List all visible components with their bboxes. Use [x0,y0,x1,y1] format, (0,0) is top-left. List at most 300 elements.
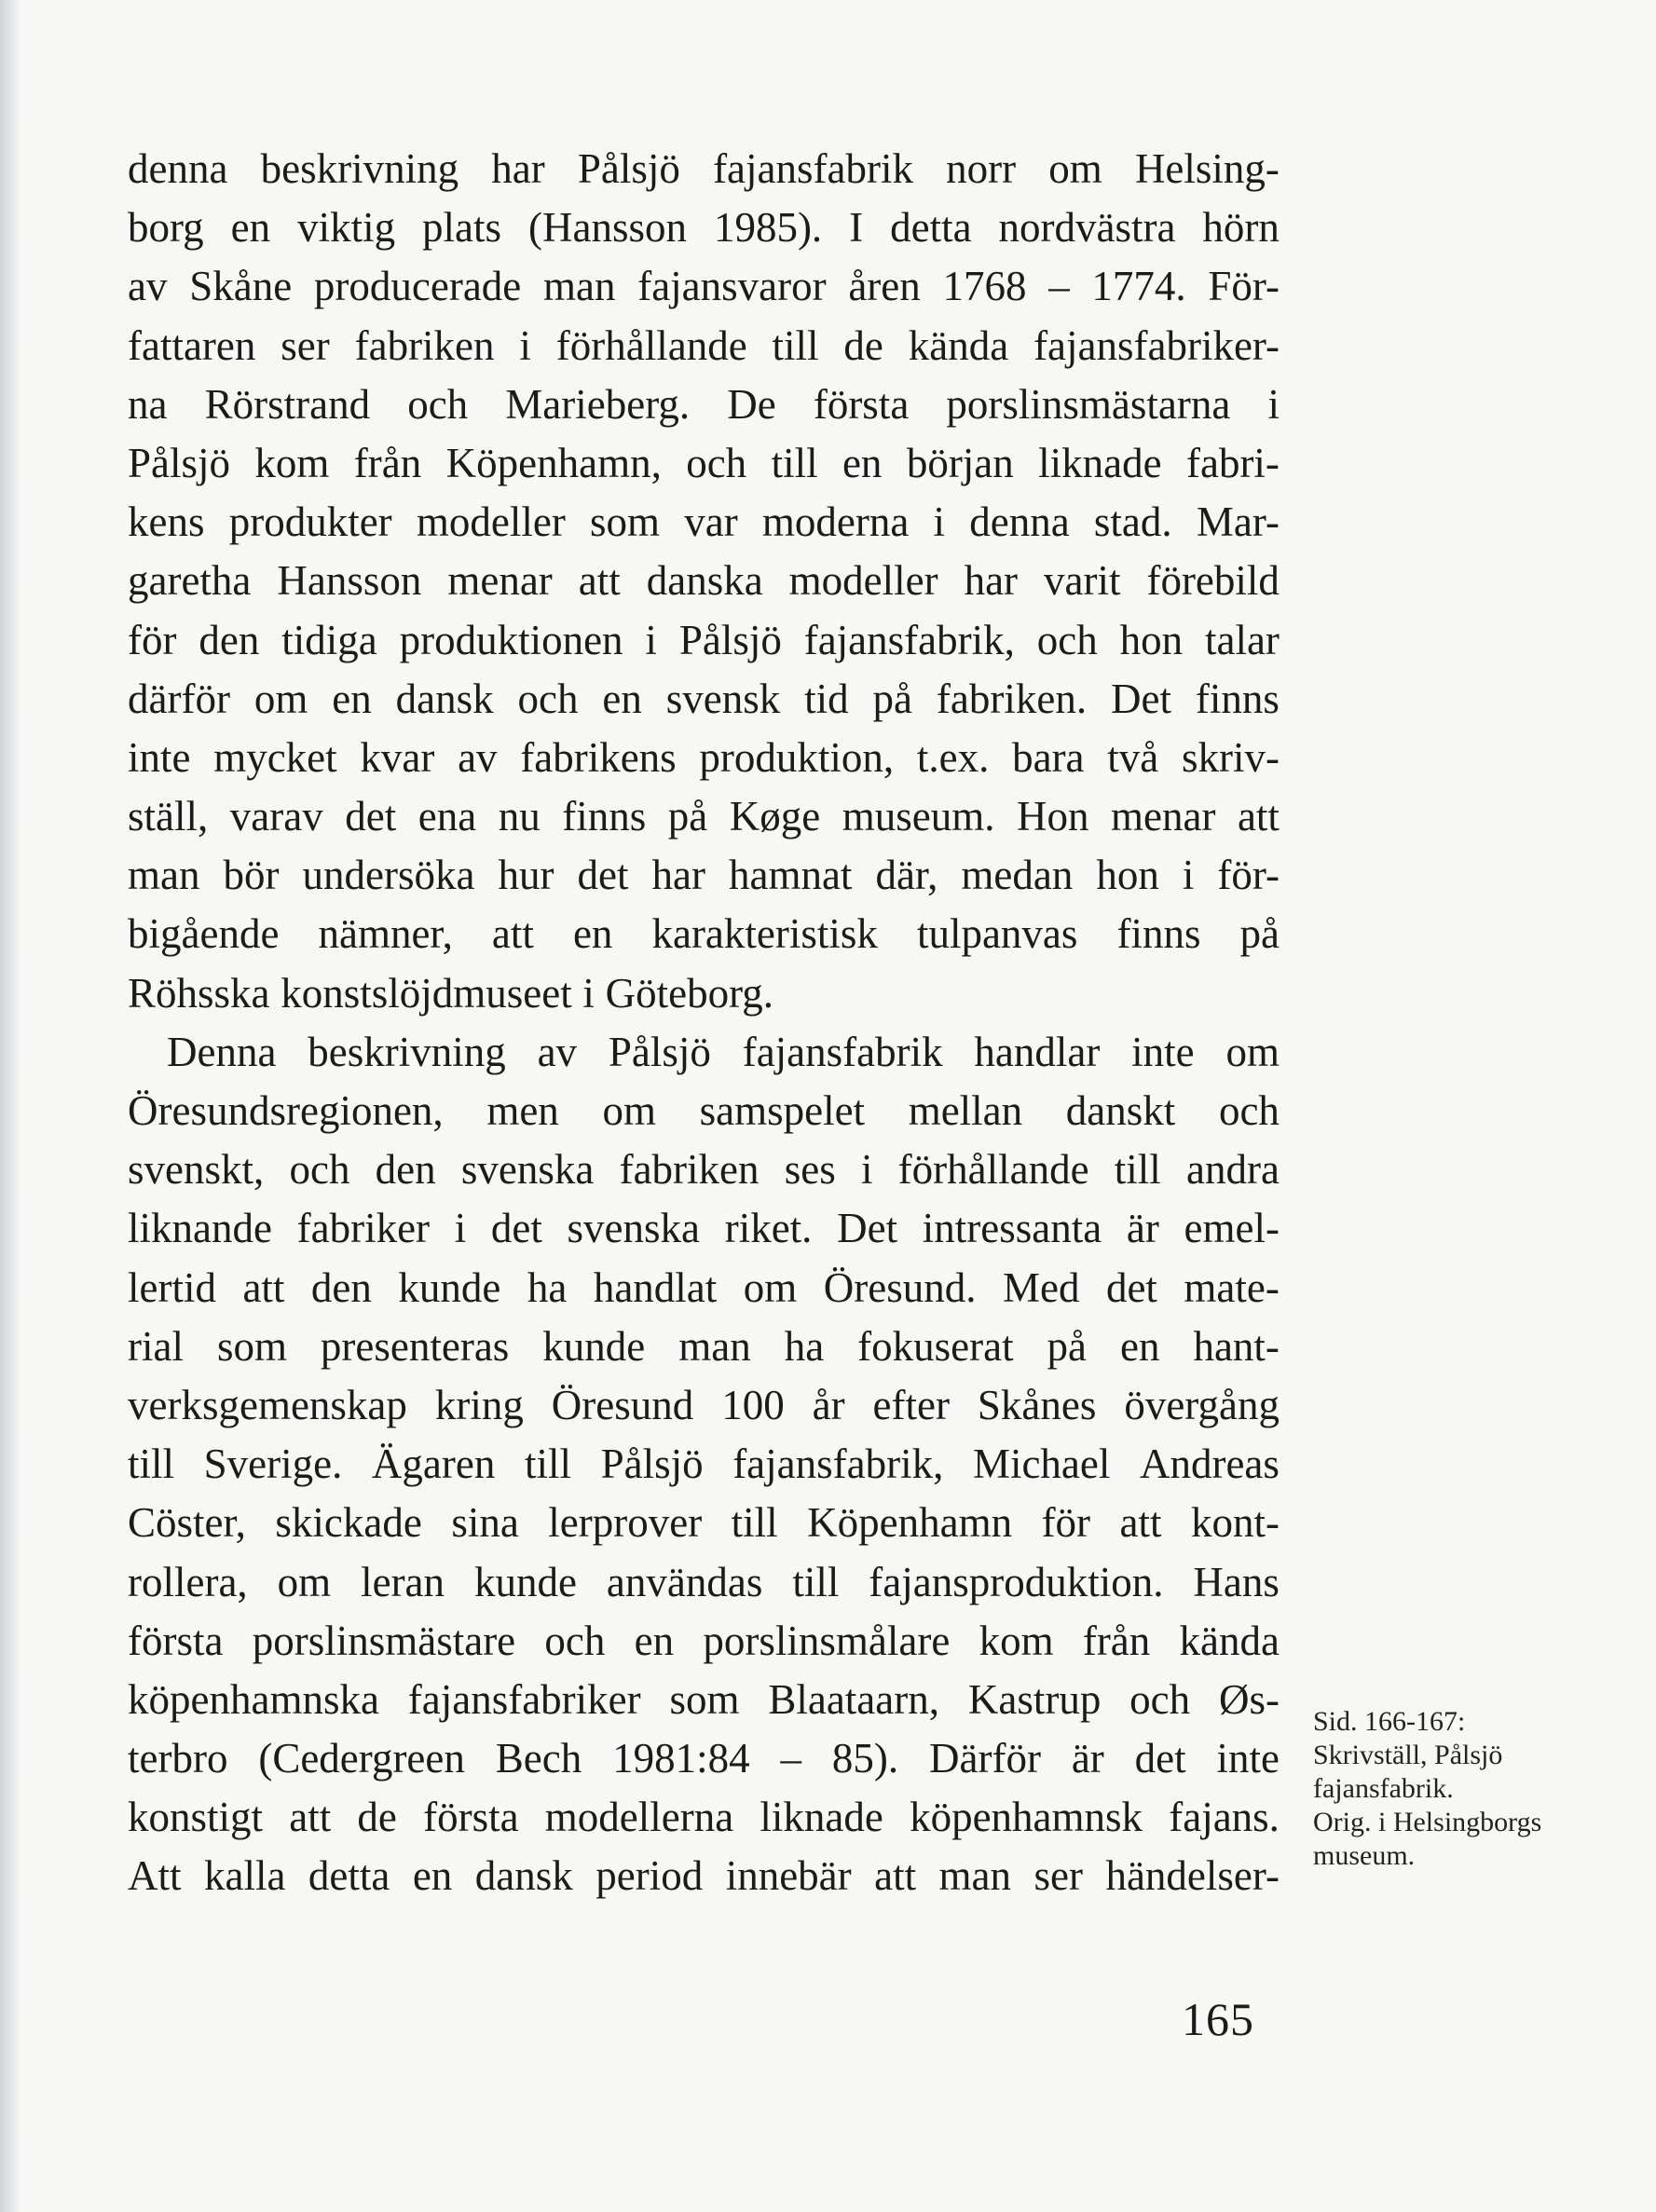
word: till [731,1499,778,1547]
word: ser [1033,1852,1083,1900]
word: köpenhamnska [128,1675,379,1723]
word: användas [606,1558,763,1605]
word: hörn [1202,204,1280,252]
word: porslinsmästarna [946,380,1231,428]
word: och [1036,616,1098,663]
word: fajansfabriker [407,1675,641,1723]
caption-line: Skrivställ, Pålsjö [1313,1740,1503,1770]
word: Blaataarn, [768,1675,939,1723]
word: att [1119,1499,1162,1547]
word: – [1048,263,1070,310]
word: som [216,1322,287,1370]
word: av [458,733,498,781]
word: och [544,1617,606,1664]
word: i [454,1205,467,1252]
text-line [128,964,1280,1023]
word: svenska [460,1146,595,1194]
text-line [128,493,1280,552]
word: förhållande [897,1146,1089,1194]
word: man [678,1322,751,1370]
word: på [1047,1322,1088,1370]
word: en [572,910,613,958]
word: inte [128,733,191,781]
word: hon [1096,852,1159,899]
word: kalla [203,1852,286,1900]
word: att [242,1263,285,1311]
word: hamnat [728,852,853,899]
word: 1774. [1091,263,1186,310]
word: en [332,675,372,722]
word: Hans [1193,1558,1280,1605]
word: 100 [721,1381,785,1428]
word: om [277,1558,332,1605]
word: Andreas [1139,1441,1280,1488]
word: Køge [729,793,821,840]
word: konstigt [128,1794,264,1841]
word: där, [875,852,938,899]
word: innebär [725,1852,852,1900]
word: i [645,616,657,663]
word: Helsing- [1134,145,1280,192]
word: Pålsjö [600,1441,704,1488]
word: museum. [842,793,995,840]
text-line [128,198,1280,257]
word: rial [128,1322,184,1370]
word: bör [223,852,280,899]
text-line [128,1435,1280,1494]
word: produktionen [399,616,623,663]
word: mate- [1184,1263,1280,1311]
word: 1985). [713,204,823,252]
word: kont- [1190,1499,1280,1547]
word: danskt [1065,1087,1176,1134]
word: svensk [665,675,781,722]
word: norr [946,145,1017,192]
word: hant- [1193,1322,1280,1370]
text-line [128,1847,1280,1905]
word: varit [1044,557,1121,605]
word: ser [281,321,330,369]
word: fajansfabrik [742,1028,943,1075]
word: men [486,1087,559,1134]
word: efter [872,1381,950,1428]
word: svenskt, [128,1146,265,1194]
word: lertid [128,1263,216,1311]
word: om [1048,145,1102,192]
word: för [1041,1499,1091,1547]
word: Cöster, [128,1499,246,1547]
word: talar [1204,616,1280,663]
word: har [491,145,545,192]
word: finns [562,793,647,840]
word: bigående [128,910,280,958]
word: i [1267,380,1280,428]
word: Det [837,1205,898,1252]
word: porslinsmästare [252,1617,516,1664]
word: till [771,439,818,486]
word: är [1126,1205,1159,1252]
text-line [128,787,1280,846]
word: Skåne [189,263,293,310]
word: det [1134,1735,1186,1782]
word: är [1071,1735,1104,1782]
word: och [289,1146,350,1194]
word: fajansproduktion. [869,1558,1164,1605]
text-line [128,552,1280,610]
word: Med [1002,1263,1080,1311]
word: Ägaren [371,1441,496,1488]
word: fabriken. [936,675,1088,722]
word: finns [1195,675,1280,722]
text-line [128,434,1280,493]
caption-line: fajansfabrik. [1313,1773,1454,1804]
word: nu [498,793,541,840]
text-line [128,1023,1280,1082]
word: presenteras [320,1322,510,1370]
word: andra [1186,1146,1280,1194]
word: borg [128,204,204,252]
word: en [412,1852,453,1900]
word: första [423,1794,519,1841]
word: för [128,616,177,663]
word: på [872,675,913,722]
word: år [812,1381,845,1428]
word: tid [804,675,849,722]
text-line [128,1318,1280,1376]
word: den [310,1263,372,1311]
word: att [491,910,534,958]
word: åren [848,263,921,310]
word: därför [128,675,230,722]
word: av [537,1028,578,1075]
word: fajansfabrik, [803,616,1015,663]
word: (Hansson [528,204,687,252]
word: och [407,380,469,428]
text-line [128,905,1280,963]
word: beskrivning [260,145,459,192]
word: – [780,1735,801,1782]
word: till [128,1441,175,1488]
text-line [128,1553,1280,1612]
word: Denna [167,1028,277,1075]
word: Rörstrand [204,380,371,428]
word: sina [451,1499,519,1547]
word: nämner, [318,910,453,958]
word: fabriker [296,1205,431,1252]
word: denna [969,498,1070,546]
word: Bech [495,1735,582,1782]
word: till [524,1441,571,1488]
word: det [1105,1263,1157,1311]
word: var [684,498,738,546]
word: dansk [474,1852,573,1900]
word: att [1237,793,1280,840]
text-line [128,611,1280,670]
word: en [230,204,271,252]
word: menar [1111,793,1216,840]
word: viktig [297,204,396,252]
caption-line: museum. [1313,1840,1416,1871]
word: kunde [473,1558,577,1605]
page-number: 165 [1182,1993,1254,2045]
word: Hon [1016,793,1089,840]
word: två [1107,733,1159,781]
word: detta [890,204,972,252]
word: mellan [908,1087,1023,1134]
word: stad. [1093,498,1172,546]
word: de [843,321,883,369]
word: handlar [974,1028,1101,1075]
word: karakteristisk [651,910,878,958]
word: i [582,969,595,1017]
word: intressanta [922,1205,1102,1252]
word: Skånes [977,1381,1097,1428]
text-line [128,1376,1280,1435]
word: inte [1216,1735,1280,1782]
word: har [651,852,705,899]
word: porslinsmålare [703,1617,951,1664]
word: och [1129,1675,1191,1723]
word: av [128,263,168,310]
word: Öresund. [823,1263,977,1311]
word: att [874,1852,917,1900]
word: händelser- [1105,1852,1280,1900]
word: svenska [567,1205,701,1252]
word: fajansfabriker- [1033,321,1280,369]
word: modellerna [544,1794,734,1841]
word: för- [1217,852,1280,899]
word: plats [422,204,502,252]
word: kända [1179,1617,1280,1664]
word: rollera, [128,1558,248,1605]
word: och [1218,1087,1280,1134]
word: Michael [972,1441,1111,1488]
word: fokuserat [857,1322,1014,1370]
caption-line: Orig. i Helsingborgs [1313,1807,1542,1837]
text-line [128,1729,1280,1788]
word: en [602,675,642,722]
text-line [128,729,1280,787]
word: som [590,498,661,546]
word: från [1082,1617,1151,1664]
caption-line: Sid. 166-167: [1313,1706,1466,1737]
word: Köpenhamn, [445,439,662,486]
word: på [1239,910,1280,958]
word: produktion, [699,733,895,781]
word: modeller [416,498,566,546]
word: danska [646,557,763,605]
word: fajansfabrik, [732,1441,944,1488]
page-edge-shadow [0,0,21,2212]
word: ena [417,793,477,840]
word: Öresund [551,1381,694,1428]
word: den [198,616,260,663]
text-line [128,1140,1280,1199]
word: beskrivning [308,1028,506,1075]
word: skickade [275,1499,422,1547]
word: och [686,439,747,486]
word: liknade [760,1794,883,1841]
word: har [964,557,1019,605]
word: Øs- [1219,1675,1280,1723]
word: denna [128,145,228,192]
word: samspelet [699,1087,866,1134]
word: terbro [128,1735,228,1782]
text-line [128,1671,1280,1729]
word: första [128,1617,224,1664]
word: Köpenhamn [807,1499,1013,1547]
text-line [128,257,1280,316]
word: Pålsjö [577,145,680,192]
word: detta [308,1852,390,1900]
word: på [667,793,708,840]
word: hon [1119,616,1184,663]
word: fajans. [1169,1794,1280,1841]
word: man [128,852,200,899]
word: till [1114,1146,1161,1194]
word: garetha [128,557,252,605]
word: kom [254,439,330,486]
word: i [519,321,531,369]
word: t.ex. [916,733,990,781]
word: undersöka [302,852,475,899]
word: bara [1012,733,1085,781]
word: leran [361,1558,445,1605]
word: fabri- [1185,439,1280,486]
word: förhållande [555,321,747,369]
word: 85). [831,1735,899,1782]
word: kens [128,498,205,546]
word: menar [447,557,553,605]
text-line [128,1199,1280,1258]
word: Hansson [277,557,422,605]
word: kunde [398,1263,501,1311]
word: Sverige. [203,1441,343,1488]
word: riket. [724,1205,813,1252]
word: ha [784,1322,825,1370]
word: första [813,380,910,428]
word: finns [1116,910,1201,958]
word: Det [1110,675,1171,722]
word: verksgemenskap [128,1381,407,1428]
word: För- [1208,263,1280,310]
word: det [490,1205,542,1252]
word: den [375,1146,436,1194]
word: Marieberg. [505,380,691,428]
word: i [860,1146,873,1194]
word: till [792,1558,840,1605]
word: Att [128,1852,182,1900]
word: Därför [929,1735,1041,1782]
word: man [938,1852,1012,1900]
word: dansk [395,675,494,722]
word: period [595,1852,704,1900]
word: fajansfabrik [713,145,913,192]
word: fabrikens [520,733,677,781]
word: de [357,1794,397,1841]
text-line [128,1082,1280,1140]
word: en [1120,1322,1160,1370]
word: kunde [542,1322,646,1370]
word: inte [1131,1028,1195,1075]
word: ha [527,1263,568,1311]
word: emel- [1184,1205,1280,1252]
word: Pålsjö [128,439,231,486]
text-line [128,375,1280,434]
text-line [128,317,1280,375]
word: i [933,498,946,546]
word: moderna [761,498,910,546]
word: det [345,793,397,840]
word: om [743,1263,798,1311]
word: början [906,439,1014,486]
word: om [253,675,308,722]
word: om [602,1087,656,1134]
word: De [727,380,776,428]
word: tidiga [281,616,377,663]
word: tulpanvas [916,910,1078,958]
word: Pålsjö [678,616,782,663]
word: Pålsjö [608,1028,711,1075]
word: i [1182,852,1195,899]
word: Göteborg. [605,969,773,1017]
word: produkter [228,498,392,546]
word: det [577,852,629,899]
word: I [849,204,864,252]
text-line [128,1788,1280,1847]
word: Öresundsregionen, [128,1087,444,1134]
word: ses [784,1146,836,1194]
text-line [128,846,1280,905]
word: mycket [213,733,337,781]
word: 1981:84 [612,1735,750,1782]
word: kända [908,321,1009,369]
body-text [128,140,1280,1906]
text-line [128,670,1280,729]
word: nordvästra [998,204,1176,252]
word: om [1225,1028,1280,1075]
word: konstslöjdmuseet [281,969,572,1017]
word: Röhsska [128,969,270,1017]
word: producerade [313,263,522,310]
word: kom [979,1617,1054,1664]
word: köpenhamnsk [910,1794,1143,1841]
word: fabriken [619,1146,760,1194]
word: en [842,439,883,486]
word: liknade [1038,439,1162,486]
word: hur [498,852,554,899]
word: varav [229,793,323,840]
word: fajansvaror [637,263,827,310]
word: övergång [1124,1381,1280,1428]
word: na [128,380,168,428]
word: från [353,439,422,486]
word: en [634,1617,675,1664]
word: förebild [1146,557,1280,605]
text-line [128,1494,1280,1552]
word: 1768 [942,263,1027,310]
word: till [772,321,819,369]
word: (Cedergreen [258,1735,465,1782]
word: liknande [128,1205,272,1252]
word: Kastrup [967,1675,1102,1723]
word: att [578,557,621,605]
text-line [128,140,1280,198]
word: fabriken [354,321,495,369]
figure-caption [1313,1705,1593,1873]
word: man [543,263,616,310]
word: skriv- [1181,733,1280,781]
